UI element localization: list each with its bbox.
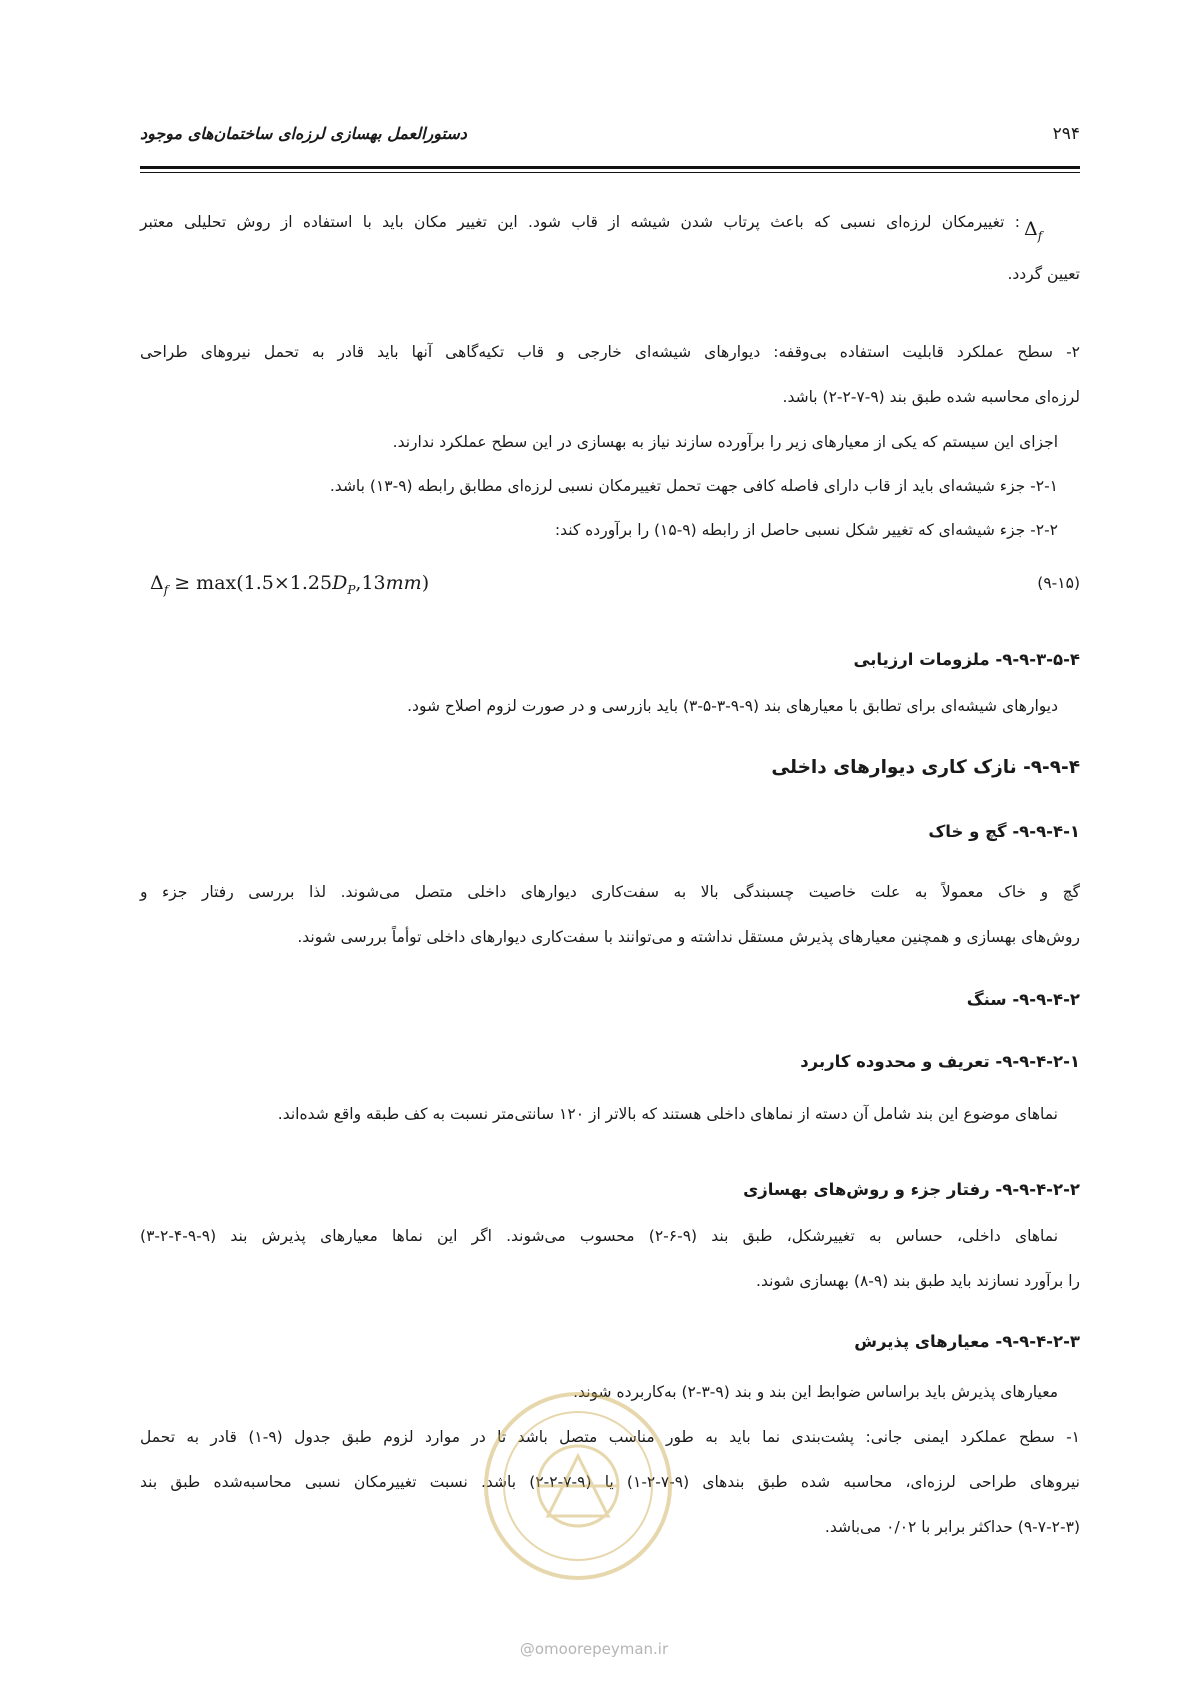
watermark-site: @omoorepeyman.ir: [519, 1640, 669, 1658]
heading-definition-scope: ۹-۹-۴-۲-۱- تعریف و محدوده کاربرد: [800, 1052, 1080, 1071]
heading-stone: ۹-۹-۴-۲- سنگ: [966, 990, 1080, 1009]
equation-number: (۹-۱۵): [1037, 574, 1080, 592]
running-title: دستورالعمل بهسازی لرزه‌ای ساختمان‌های موجود: [140, 124, 467, 143]
equation-9-15: $\Delta_f \ge \max(1.5\times 1.25D_P,13mm)$: [150, 572, 430, 597]
header-rule-thin: [140, 172, 1080, 173]
life-safety-line-1: ۱- سطح عملکرد ایمنی جانی: پشت‌بندی نما باید به طور مناسب متصل باشد تا در موارد لزوم طبق جدول (۹-۱) قادر به تحمل: [140, 1428, 1080, 1446]
delta-f-symbol: $\Delta_f$: [1024, 218, 1043, 243]
paragraph-definition: نماهای موضوع این بند شامل آن دسته از نماهای داخلی هستند که بالاتر از ۱۲۰ سانتی‌متر نسبت به کف طبقه واقع شده‌اند.: [277, 1105, 1058, 1123]
heading-behavior-methods: ۹-۹-۴-۲-۲- رفتار جزء و روش‌های بهسازی: [743, 1180, 1080, 1199]
life-safety-line-3: (۹-۷-۲-۳) حداکثر برابر با ۰/۰۲ می‌باشد.: [824, 1518, 1080, 1536]
heading-evaluation: ۹-۹-۳-۵-۴- ملزومات ارزیابی: [853, 650, 1080, 669]
page-header: [140, 124, 1080, 150]
components-note: اجزای این سیستم که یکی از معیارهای زیر را برآورده سازند نیاز به بهسازی در این سطح عملکرد ندارند.: [392, 433, 1058, 451]
life-safety-line-2: نیروهای طراحی لرزه‌ای، محاسبه شده طبق بندهای (۹-۷-۲-۱) یا (۹-۷-۲-۲) باشد. نسبت تغییرمکان نسبی محاسبه‌شده طبق بند: [140, 1473, 1080, 1491]
item-2-1: ۲-۱- جزء شیشه‌ای باید از قاب دارای فاصله کافی جهت تحمل تغییرمکان نسبی لرزه‌ای مطابق رابطه (۹-۱۳) باشد.: [329, 477, 1058, 495]
header-rule-thick: [140, 166, 1080, 169]
plaster-line-1: گچ و خاک معمولاً به علت خاصیت چسبندگی بالا به سفت‌کاری دیوارهای داخلی متصل می‌شوند. لذا بررسی رفتار جزء و: [140, 883, 1080, 901]
seal-watermark: [478, 1386, 678, 1586]
behavior-line-2: را برآورد نسازند باید طبق بند (۹-۸) بهسازی شوند.: [756, 1272, 1080, 1290]
heading-plaster: ۹-۹-۴-۱- گچ و خاک: [928, 822, 1080, 841]
paragraph-acceptance: معیارهای پذیرش باید براساس ضوابط این بند و بند (۹-۳-۲) به‌کاربرده شوند.: [573, 1383, 1058, 1401]
paragraph-evaluation: دیوارهای شیشه‌ای برای تطابق با معیارهای بند (۹-۹-۳-۵-۳) باید بازرسی و در صورت لزوم اصلاح شود.: [407, 697, 1058, 715]
heading-interior-finishing: ۹-۹-۴- نازک کاری دیوارهای داخلی: [771, 757, 1080, 778]
delta-definition-line-2: تعیین گردد.: [1007, 265, 1080, 283]
page-number: ۲۹۴: [1052, 124, 1080, 144]
plaster-line-2: روش‌های بهسازی و همچنین معیارهای پذیرش مستقل نداشته و می‌توانند با سفت‌کاری دیوارهای داخلی توأماً بررسی شوند.: [297, 928, 1080, 946]
delta-definition-line-1: : تغییرمکان لرزه‌ای نسبی که باعث پرتاب شدن شیشه از قاب شود. این تغییر مکان باید با استفاده از روش تحلیلی معتبر: [140, 213, 1020, 231]
behavior-line-1: نماهای داخلی، حساس به تغییرشکل، طبق بند (۹-۶-۲) محسوب می‌شوند. اگر این نماها معیارهای پذیرش بند (۹-۹-۴-۲-۳): [140, 1227, 1059, 1245]
item-2-2: ۲-۲- جزء شیشه‌ای که تغییر شکل نسبی حاصل از رابطه (۹-۱۵) را برآورده کند:: [554, 521, 1058, 539]
heading-acceptance-criteria: ۹-۹-۴-۲-۳- معیارهای پذیرش: [854, 1332, 1080, 1351]
level2-line-1: ۲- سطح عملکرد قابلیت استفاده بی‌وقفه: دیوارهای شیشه‌ای خارجی و قاب تکیه‌گاهی آنها باید قادر به تحمل نیروهای طراحی: [140, 343, 1080, 361]
level2-line-2: لرزه‌ای محاسبه شده طبق بند (۹-۷-۲-۲) باشد.: [782, 388, 1080, 406]
